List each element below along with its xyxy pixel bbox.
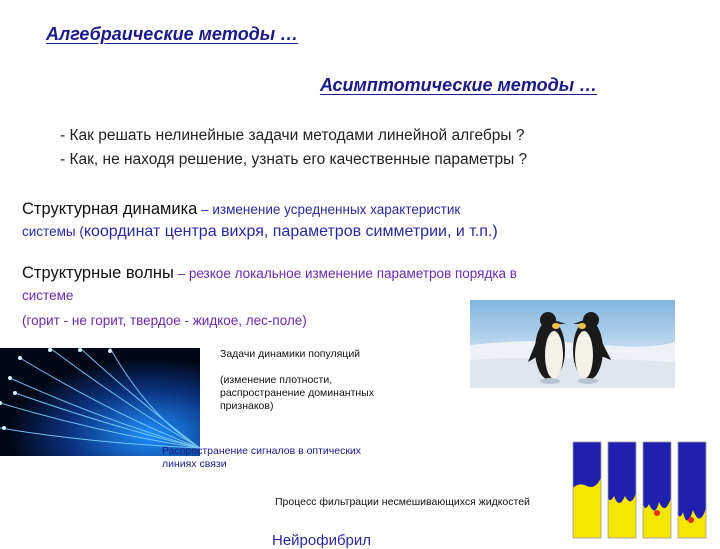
penguins-photo	[470, 300, 675, 388]
question-2: - Как, не находя решение, узнать его качественные параметры ?	[60, 151, 528, 168]
caption-population-dynamics: Задачи динамики популяций	[220, 348, 361, 360]
caption-optical-signals: Распространение сигналов в оптических линиях связи	[162, 445, 362, 470]
penguins-image	[470, 300, 675, 388]
heading-asymptotic-methods: Асимптотические методы …	[320, 75, 598, 95]
bottom-cut-off-text: Нейрофибрил	[272, 532, 372, 549]
structural-waves-definition: – резкое локальное изменение параметров порядка в	[173, 266, 517, 281]
structural-dynamics-line2-start: системы (	[22, 224, 84, 239]
structural-dynamics-definition: – изменение усредненных характеристик	[197, 202, 461, 217]
caption-filtration: Процесс фильтрации несмешивающихся жидкостей	[275, 496, 530, 508]
filtration-panels	[565, 438, 715, 540]
examples-text: (горит - не горит, твердое - жидкое, лес-поле)	[22, 313, 307, 328]
optical-fiber-image	[0, 348, 200, 456]
caption-population-detail: (изменение плотности, распространение доминантных признаков)	[220, 374, 374, 412]
structural-waves-term: Структурные волны	[22, 264, 174, 282]
filtration-simulation	[565, 438, 715, 540]
structural-dynamics-block	[22, 198, 702, 243]
structural-waves-line2: системе	[22, 288, 74, 303]
heading-algebraic-methods: Алгебраические методы …	[46, 24, 299, 44]
structural-dynamics-examples: координат центра вихря, параметров симметрии, и т.п.)	[83, 223, 498, 240]
structural-dynamics-term: Структурная динамика	[22, 200, 198, 218]
optical-fiber-photo	[0, 348, 200, 456]
question-1: - Как решать нелинейные задачи методами линейной алгебры ?	[60, 127, 525, 144]
